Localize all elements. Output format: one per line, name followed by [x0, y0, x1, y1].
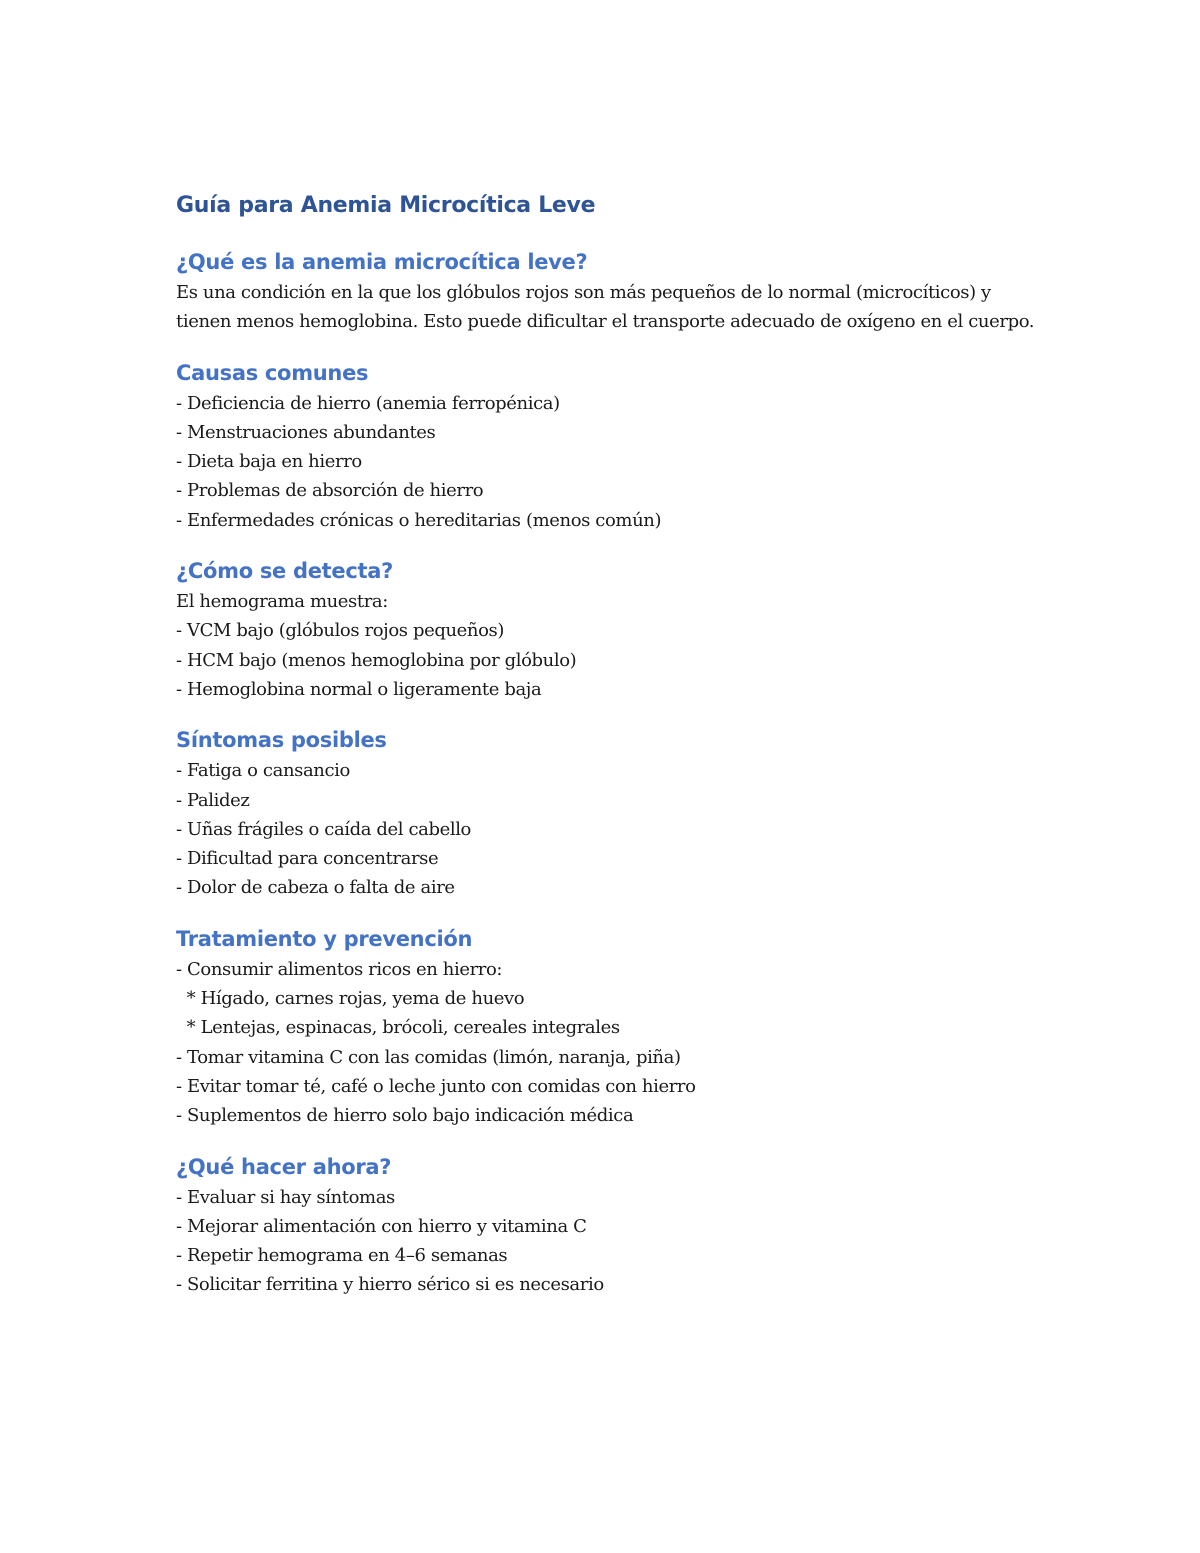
list-item: - Dieta baja en hierro: [176, 451, 362, 473]
section-heading-treatment: Tratamiento y prevención: [176, 926, 473, 951]
section-heading-next-steps: ¿Qué hacer ahora?: [176, 1154, 392, 1179]
list-item: - Tomar vitamina C con las comidas (limón, naranja, piña): [176, 1046, 681, 1068]
list-item: - Palidez: [176, 789, 250, 811]
list-item: - Uñas frágiles o caída del cabello: [176, 818, 471, 840]
list-item: - Deficiencia de hierro (anemia ferropénica): [176, 392, 560, 414]
list-item: - Repetir hemograma en 4–6 semanas: [176, 1245, 508, 1267]
list-item: - Suplementos de hierro solo bajo indicación médica: [176, 1105, 634, 1127]
next-steps-list: [176, 1183, 1036, 1300]
list-item: - Evitar tomar té, café o leche junto con comidas con hierro: [176, 1075, 696, 1097]
list-item: - Dolor de cabeza o falta de aire: [176, 877, 455, 899]
list-item: - Fatiga o cansancio: [176, 760, 350, 782]
list-item: - Hemoglobina normal o ligeramente baja: [176, 678, 542, 700]
definition-paragraph: Es una condición en la que los glóbulos rojos son más pequeños de lo normal (microcíticos) y tienen menos hemoglobina. Esto puede dificultar el transporte adecuado de oxígeno en el cuerpo.: [176, 282, 1035, 333]
list-intro: El hemograma muestra:: [176, 591, 388, 613]
list-item: - Enfermedades crónicas o hereditarias (menos común): [176, 509, 662, 531]
list-subitem: * Hígado, carnes rojas, yema de huevo: [176, 988, 525, 1010]
treatment-list: [176, 955, 1036, 1131]
list-subitem: * Lentejas, espinacas, brócoli, cereales integrales: [176, 1017, 620, 1039]
list-item: - Consumir alimentos ricos en hierro:: [176, 958, 503, 980]
document-content: [176, 190, 1036, 1300]
list-item: - HCM bajo (menos hemoglobina por glóbulo): [176, 649, 577, 671]
section-heading-detection: ¿Cómo se detecta?: [176, 559, 393, 584]
list-item: - VCM bajo (glóbulos rojos pequeños): [176, 620, 504, 642]
list-item: - Menstruaciones abundantes: [176, 421, 436, 443]
list-item: - Solicitar ferritina y hierro sérico si es necesario: [176, 1274, 604, 1296]
section-heading-symptoms: Síntomas posibles: [176, 728, 387, 753]
list-item: - Mejorar alimentación con hierro y vitamina C: [176, 1215, 587, 1237]
section-heading-causes: Causas comunes: [176, 360, 369, 385]
document-title: Guía para Anemia Microcítica Leve: [176, 193, 596, 218]
causes-list: [176, 389, 1036, 535]
list-item: - Evaluar si hay síntomas: [176, 1186, 395, 1208]
list-item: - Dificultad para concentrarse: [176, 848, 439, 870]
list-item: - Problemas de absorción de hierro: [176, 480, 484, 502]
detection-list: [176, 587, 1036, 704]
section-heading-definition: ¿Qué es la anemia microcítica leve?: [176, 250, 588, 274]
symptoms-list: [176, 756, 1036, 902]
